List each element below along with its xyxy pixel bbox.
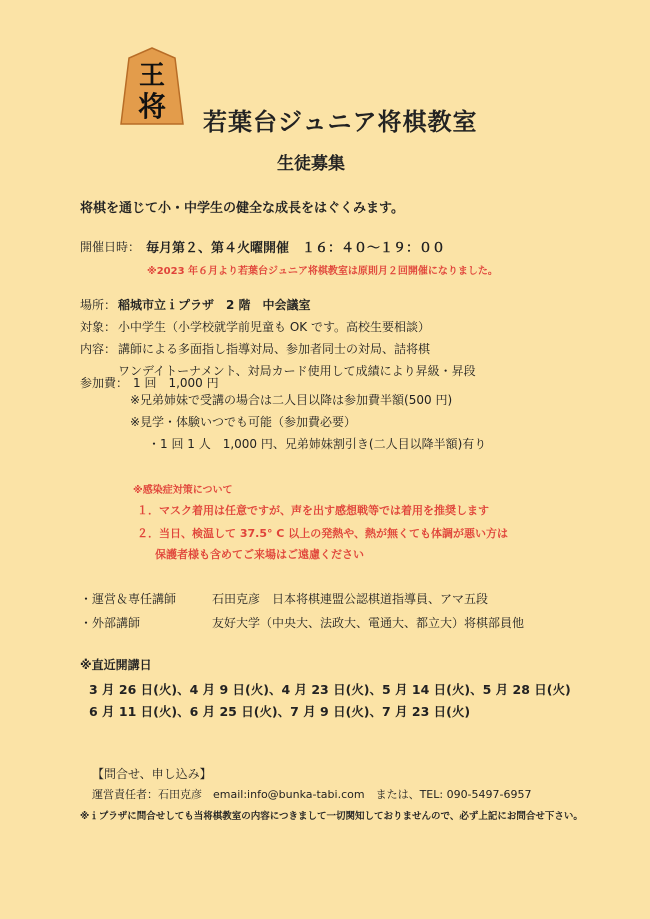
piece-char-top: 王 bbox=[138, 61, 166, 91]
schedule-note: ※2023 年６月より若葉台ジュニア将棋教室は原則月２回開催になりました。 bbox=[147, 266, 498, 277]
place-value: 稲城市立ｉプラザ 2 階 中会議室 bbox=[118, 298, 311, 312]
fee-note-2: ※見学・体験いつでも可能（参加費必要） bbox=[130, 415, 357, 429]
shogi-piece-logo bbox=[117, 46, 187, 126]
target-value: 小中学生（小学校就学前児童も OK です。高校生要相談） bbox=[118, 320, 430, 334]
schedule-value: 毎月第２、第４火曜開催 １６：４０～１９：００ bbox=[146, 241, 446, 256]
page-title: 若葉台ジュニア将棋教室 bbox=[203, 108, 478, 136]
fee-value: 1 回 1,000 円 bbox=[133, 376, 219, 390]
staff-detail-2: 友好大学（中央大、法政大、電通大、都立大）将棋部員他 bbox=[212, 616, 525, 630]
staff-role-1: ・運営＆専任講師 bbox=[80, 592, 177, 606]
infection-heading: ※感染症対策について bbox=[133, 485, 233, 496]
place-label: 場所： bbox=[80, 298, 117, 312]
dates-heading: ※直近開講日 bbox=[80, 658, 152, 672]
intro-text: 将棋を通じて小・中学生の健全な成長をはぐくみます。 bbox=[80, 201, 404, 216]
schedule-label: 開催日時： bbox=[80, 240, 141, 254]
shogi-piece-icon bbox=[117, 46, 187, 126]
infection-item-2: ２．当日、検温して 37.5° C 以上の発熱や、熱が無くても体調が悪い方は bbox=[137, 527, 508, 540]
infection-item-1: １．マスク着用は任意ですが、声を出す感想戦等では着用を推奨します bbox=[137, 504, 489, 517]
dates-line-2: 6 月 11 日(火)、6 月 25 日(火)、7 月 9 日(火)、7 月 23 日(火) bbox=[89, 704, 471, 719]
content-line1: 講師による多面指し指導対局、参加者同士の対局、詰将棋 bbox=[118, 342, 431, 356]
fee-note-3: ・1 回 1 人 1,000 円、兄弟姉妹割引き(二人目以降半額)有り bbox=[148, 437, 487, 451]
fee-label: 参加費： bbox=[80, 376, 129, 390]
content-label: 内容： bbox=[80, 342, 117, 356]
fee-note-1: ※兄弟姉妹で受講の場合は二人目以降は参加費半額(500 円) bbox=[130, 393, 453, 407]
dates-line-1: 3 月 26 日(火)、4 月 9 日(火)、4 月 23 日(火)、5 月 14 日(火)、5 月 28 日(火) bbox=[89, 682, 571, 697]
page-subtitle: 生徒募集 bbox=[277, 154, 345, 174]
contact-heading: 【問合せ、申し込み】 bbox=[92, 767, 212, 781]
staff-detail-1: 石田克彦 日本将棋連盟公認棋道指導員、アマ五段 bbox=[212, 592, 489, 606]
contact-footnote: ※ｉプラザに問合せしても当将棋教室の内容につきまして一切関知しておりませんので、必ず上記にお問合せ下さい。 bbox=[80, 811, 583, 822]
piece-char-bottom: 将 bbox=[137, 90, 167, 123]
content-line2: ワンデイトーナメント、対局カード使用して成績により昇級・昇段 bbox=[118, 364, 476, 378]
staff-role-2: ・外部講師 bbox=[80, 616, 141, 630]
contact-line: 運営責任者：石田克彦 email:info@bunka-tabi.com または、TEL: 090-5497-6957 bbox=[92, 788, 532, 801]
target-label: 対象： bbox=[80, 320, 117, 334]
infection-item-2b: 保護者様も含めてご来場はご遠慮ください bbox=[155, 548, 364, 561]
